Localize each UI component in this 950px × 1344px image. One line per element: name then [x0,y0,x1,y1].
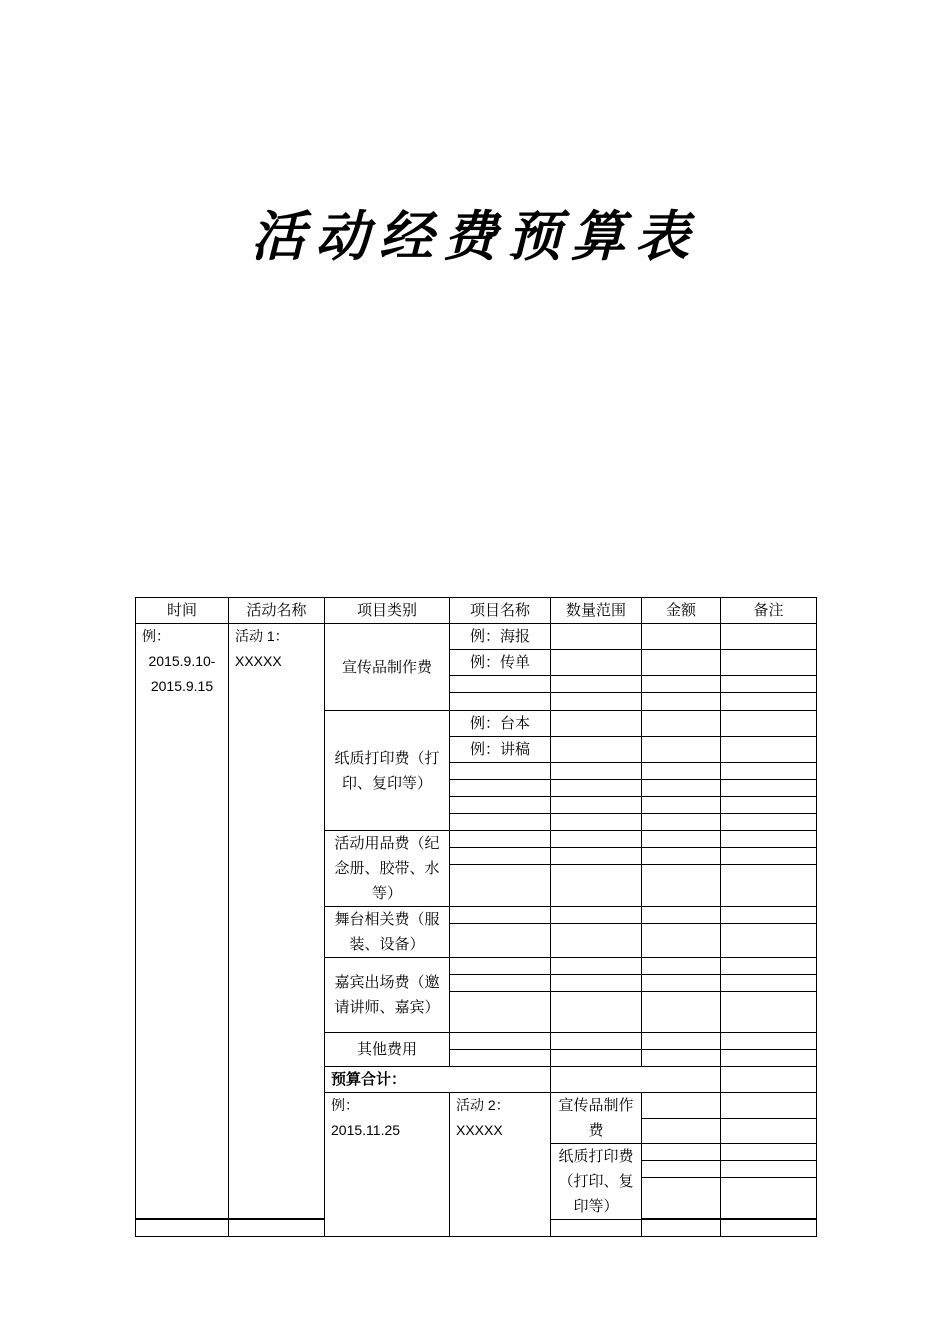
cell-empty [551,763,642,780]
cell-empty [136,1220,229,1237]
cell-empty [642,1220,721,1237]
header-activity-name: 活动名称 [229,598,325,624]
cell-empty [551,780,642,797]
activity2-time-cell [325,1093,450,1237]
cell-empty [450,676,551,693]
cell-empty [642,624,721,650]
cell-empty [450,848,551,865]
cell-empty [551,676,642,693]
cell-empty [450,924,551,958]
cell-empty [642,650,721,676]
document-title: 活动经费预算表 [251,204,699,268]
cell-empty [551,1033,642,1050]
header-category: 项目类别 [325,598,450,624]
cell-empty [721,975,817,992]
header-quantity: 数量范围 [551,598,642,624]
cell-empty [721,831,817,848]
cell-empty [450,907,551,924]
cell-empty [642,1178,721,1219]
header-row [136,598,817,624]
cell-empty [450,1033,551,1050]
cell-empty [642,1118,721,1144]
cell-empty [721,1093,817,1119]
cell-empty [721,1067,817,1093]
category-paper: 纸质打印费（打印、复印等） [325,711,450,831]
category-promo-2: 宣传品制作费 [551,1093,642,1144]
cell-empty [721,924,817,958]
activity2-time-value: 2015.11.25 [331,1122,401,1138]
cell-empty [721,797,817,814]
cell-empty [450,865,551,907]
cell-empty [551,814,642,831]
cell-empty [551,865,642,907]
cell-empty [721,848,817,865]
cell-empty [721,992,817,1033]
cell-empty [642,975,721,992]
budget-total-label: 预算合计： [325,1067,551,1093]
cell-empty [642,1161,721,1178]
cell-empty [721,1033,817,1050]
cell-empty [450,831,551,848]
item-flyer: 例：传单 [450,650,551,676]
cell-empty [642,1144,721,1161]
cell-empty [721,958,817,975]
cell-empty [551,1050,642,1067]
cell-empty [551,831,642,848]
header-amount: 金额 [642,598,721,624]
table-row [136,624,817,650]
cell-empty [551,958,642,975]
cell-empty [229,1220,325,1237]
budget-table [135,597,817,1237]
cell-empty [721,624,817,650]
cell-empty [721,814,817,831]
cell-empty [551,924,642,958]
cell-empty [721,763,817,780]
cell-empty [642,711,721,737]
cell-empty [721,1144,817,1161]
category-paper-2: 纸质打印费（打印、复印等） [551,1144,642,1220]
activity1-name-cell: 活动 1：XXXXX [229,624,325,1219]
cell-empty [642,958,721,975]
cell-empty [551,975,642,992]
cell-empty [450,693,551,711]
cell-empty [721,1220,817,1237]
cell-empty [721,780,817,797]
item-notebook: 例：台本 [450,711,551,737]
cell-empty [721,865,817,907]
cell-empty [450,780,551,797]
cell-empty [642,780,721,797]
cell-empty [721,676,817,693]
cell-empty [642,676,721,693]
cell-empty [551,992,642,1033]
category-guest: 嘉宾出场费（邀请讲师、嘉宾） [325,958,450,1033]
cell-empty [642,693,721,711]
cell-empty [450,763,551,780]
cell-empty [642,737,721,763]
cell-empty [642,1050,721,1067]
activity1-time-value: 2015.9.10-2015.9.15 [148,653,216,694]
cell-empty [551,737,642,763]
cell-empty [450,958,551,975]
cell-empty [450,797,551,814]
cell-empty [551,693,642,711]
cell-empty [642,992,721,1033]
cell-empty [551,650,642,676]
cell-empty [642,1093,721,1119]
cell-empty [642,831,721,848]
cell-empty [642,814,721,831]
cell-empty [450,814,551,831]
cell-empty [642,848,721,865]
category-other: 其他费用 [325,1033,450,1067]
cell-empty [551,797,642,814]
category-stage: 舞台相关费（服装、设备） [325,907,450,958]
item-script: 例：讲稿 [450,737,551,763]
activity2-name-cell: 活动 2：XXXXX [450,1093,551,1237]
cell-empty [450,992,551,1033]
cell-empty [642,797,721,814]
activity1-time-prefix: 例： [142,628,170,644]
cell-empty [450,1050,551,1067]
cell-empty [721,1161,817,1178]
cell-empty [642,1033,721,1050]
cell-empty [721,1118,817,1144]
cell-empty [642,907,721,924]
cell-empty [642,865,721,907]
budget-total-value [551,1067,721,1093]
cell-empty [551,907,642,924]
cell-empty [721,1050,817,1067]
activity2-time-prefix: 例： [331,1097,359,1113]
cell-empty [642,924,721,958]
cell-empty [450,975,551,992]
header-remarks: 备注 [721,598,817,624]
activity1-time-cell [136,624,229,1219]
cell-empty [721,711,817,737]
item-poster: 例：海报 [450,624,551,650]
cell-empty [721,1178,817,1219]
header-time: 时间 [136,598,229,624]
category-promo: 宣传品制作费 [325,624,450,711]
cell-empty [551,1220,642,1237]
header-item-name: 项目名称 [450,598,551,624]
cell-empty [721,737,817,763]
cell-empty [551,711,642,737]
cell-empty [551,624,642,650]
cell-empty [642,763,721,780]
category-supplies: 活动用品费（纪念册、胶带、水等） [325,831,450,907]
cell-empty [551,848,642,865]
cell-empty [721,650,817,676]
cell-empty [721,907,817,924]
cell-empty [721,693,817,711]
